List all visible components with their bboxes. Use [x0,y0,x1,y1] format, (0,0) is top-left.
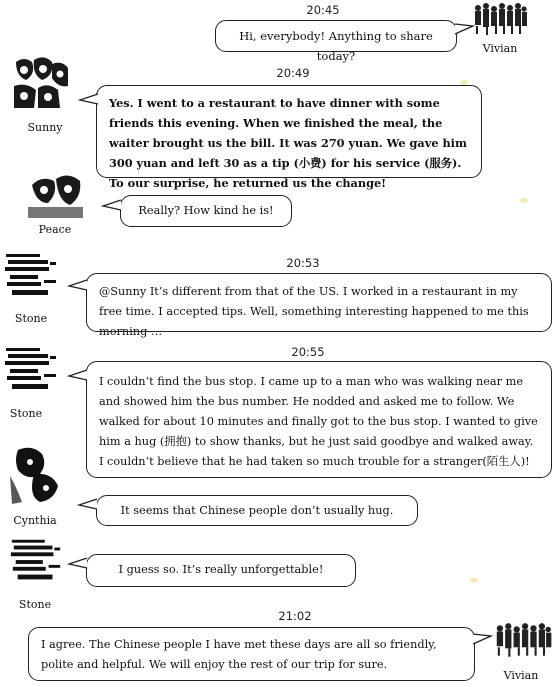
avatar-vivian-image [494,620,552,662]
message-bubble: I guess so. It’s really unforgettable! [86,554,356,587]
message-bubble: Hi, everybody! Anything to share today? [215,20,457,52]
avatar-peace-image [28,163,83,218]
bubble-tail [473,632,493,648]
username: Vivian [503,669,539,682]
message-timestamp: 21:02 [278,609,312,623]
message-timestamp: 20:55 [291,345,325,359]
username: Vivian [482,42,518,55]
message-timestamp: 20:53 [286,256,320,270]
bubble-tail [78,92,98,108]
avatar[interactable] [2,250,62,305]
username: Sunny [27,121,63,134]
message-bubble: I couldn’t find the bus stop. I came up to a man who was walking near me and showed him the bus number. He nodded and asked me to follow. We walked for about 10 minutes and finally got to the bus stop. I wanted to give him a hug (拥抱) to show thanks, but he just said goodbye and walked away. I couldn’t believe that he had taken so much trouble for a stranger(陌生人)! [86,361,552,478]
avatar[interactable] [8,446,63,506]
bubble-tail [67,278,87,294]
bubble-tail [67,368,87,384]
avatar[interactable] [473,0,527,40]
background-decoration [520,198,528,203]
message-timestamp: 20:45 [306,3,340,17]
avatar-stone-image [8,535,66,590]
avatar-stone-image [2,250,62,305]
avatar-stone-image [2,344,62,399]
bubble-tail [77,497,97,513]
background-decoration [470,578,478,583]
avatar-cynthia-image [8,446,63,506]
message-bubble: Yes. I went to a restaurant to have dinner with some friends this evening. When we finished the meal, the waiter brought us the bill. It was 270 yuan. We gave him 300 yuan and left 30 as a tip (小费) for his service (服务). To our surprise, he returned us the change! [96,85,482,178]
avatar-vivian-image [473,0,527,40]
username: Cynthia [13,514,57,527]
message-bubble: It seems that Chinese people don’t usually hug. [96,495,418,526]
avatar[interactable] [8,535,66,590]
avatar-sunny-image [14,56,69,108]
username: Stone [9,407,43,420]
username: Peace [38,223,72,236]
message-bubble: Really? How kind he is! [120,195,292,227]
avatar[interactable] [28,163,83,218]
message-timestamp: 20:49 [276,66,310,80]
avatar[interactable] [494,620,552,662]
avatar[interactable] [2,344,62,399]
avatar[interactable] [14,56,69,108]
message-bubble: @Sunny It’s different from that of the US. I worked in a restaurant in my free time. I accepted tips. Well, something interesting happened to me this morning … [86,273,552,332]
bubble-tail [455,22,475,38]
bubble-tail [101,198,121,214]
message-bubble: I agree. The Chinese people I have met these days are all so friendly, polite and helpful. We will enjoy the rest of our trip for sure. [28,627,475,681]
username: Stone [18,598,52,611]
username: Stone [14,312,48,325]
bubble-tail [67,556,87,572]
